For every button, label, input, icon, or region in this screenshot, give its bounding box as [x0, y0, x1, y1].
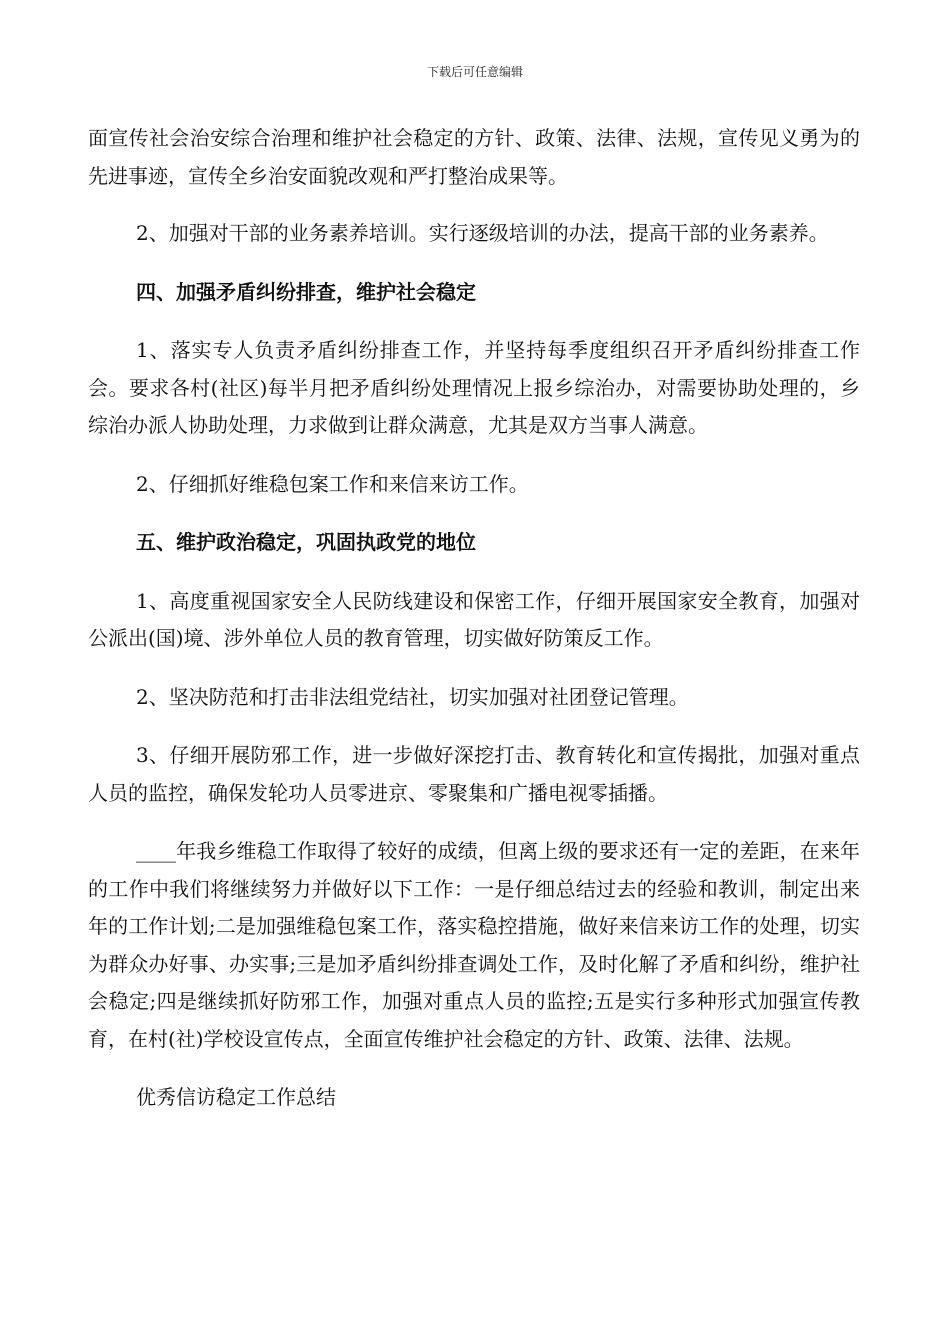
document-next-title: 优秀信访稳定工作总结 — [136, 1085, 336, 1109]
paragraph-dispute-screening: 1、落实专人负责矛盾纠纷排查工作，并坚持每季度组织召开矛盾纠纷排查工作会。要求各村(社区)每半月把矛盾纠纷处理情况上报乡综治办，对需要协助处理的，乡综治办派人协助处理，力求做到让群众满意，尤其是双方当事人满意。 — [88, 338, 860, 437]
paragraph-continuation: 面宣传社会治安综合治理和维护社会稳定的方针、政策、法律、法规，宣传见义勇为的先进事迹，宣传全乡治安面貌改观和严打整治成果等。 — [88, 126, 860, 188]
section-heading-five: 五、维护政治稳定，巩固执政党的地位 — [136, 530, 476, 554]
section-heading-four: 四、加强矛盾纠纷排查，维护社会稳定 — [136, 279, 476, 304]
page-header: 下载后可任意编辑 — [426, 65, 523, 79]
paragraph-illegal-organizations: 2、坚决防范和打击非法组党结社，切实加强对社团登记管理。 — [136, 684, 689, 709]
document-body — [88, 120, 860, 1117]
paragraph-anti-cult: 3、仔细开展防邪工作，进一步做好深挖打击、教育转化和宣传揭批，加强对重点人员的监控，确保发轮功人员零进京、零聚集和广播电视零插播。 — [88, 743, 860, 805]
paragraph-national-security: 1、高度重视国家安全人民防线建设和保密工作，仔细开展国家安全教育，加强对公派出(国)境、涉外单位人员的教育管理，切实做好防策反工作。 — [88, 588, 860, 650]
paragraph-petition-work: 2、仔细抓好维稳包案工作和来信来访工作。 — [136, 471, 529, 496]
paragraph-summary: ____年我乡维稳工作取得了较好的成绩，但离上级的要求还有一定的差距，在来年的工作中我们将继续努力并做好以下工作：一是仔细总结过去的经验和教训，制定出来年的工作计划;二是加强维稳包案工作，落实稳控措施，做好来信来访工作的处理，切实为群众办好事、办实事;三是加矛盾纠纷排查调处工作，及时化解了矛盾和纠纷，维护社会稳定;四是继续抓好防邪工作，加强对重点人员的监控;五是实行多种形式加强宣传教育，在村(社)学校设宣传点，全面宣传维护社会稳定的方针、政策、法律、法规。 — [88, 839, 860, 1051]
paragraph-training: 2、加强对干部的业务素养培训。实行逐级培训的办法，提高干部的业务素养。 — [136, 221, 829, 245]
